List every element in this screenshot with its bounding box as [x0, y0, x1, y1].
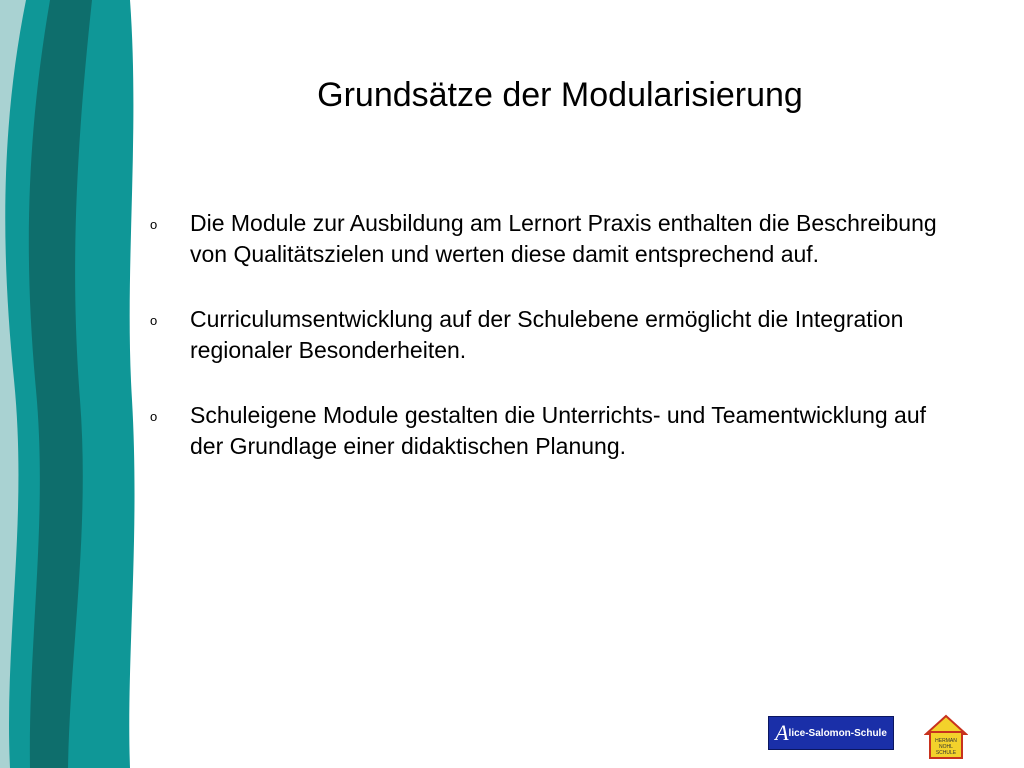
svg-text:NOHL: NOHL [939, 744, 953, 750]
bullet-text: Schuleigene Module gestalten die Unterrichts- und Teamentwicklung auf der Grundlage einer didaktischen Planung. [190, 402, 927, 459]
list-item [150, 208, 940, 270]
bullet-marker: o [150, 217, 158, 232]
list-item [150, 304, 940, 366]
bullet-text: Curriculumsentwicklung auf der Schulebene ermöglicht die Integration regionaler Besonderheiten. [190, 306, 904, 363]
svg-text:HERMAN: HERMAN [935, 738, 957, 744]
svg-text:SCHULE: SCHULE [935, 750, 957, 756]
hermann-nohl-schule-logo-icon [924, 714, 968, 760]
alice-salomon-schule-logo [768, 716, 894, 750]
bullet-marker: o [150, 409, 158, 424]
bullet-marker: o [150, 313, 158, 328]
logo-initial: A [775, 720, 789, 745]
bullet-text: Die Module zur Ausbildung am Lernort Praxis enthalten die Beschreibung von Qualitätszielen und werten diese damit entsprechend auf. [190, 210, 937, 267]
logo-name: lice-Salomon-Schule [788, 727, 887, 739]
bullet-list [150, 208, 940, 496]
list-item [150, 400, 940, 462]
slide-title: Grundsätze der Modularisierung [317, 76, 803, 114]
